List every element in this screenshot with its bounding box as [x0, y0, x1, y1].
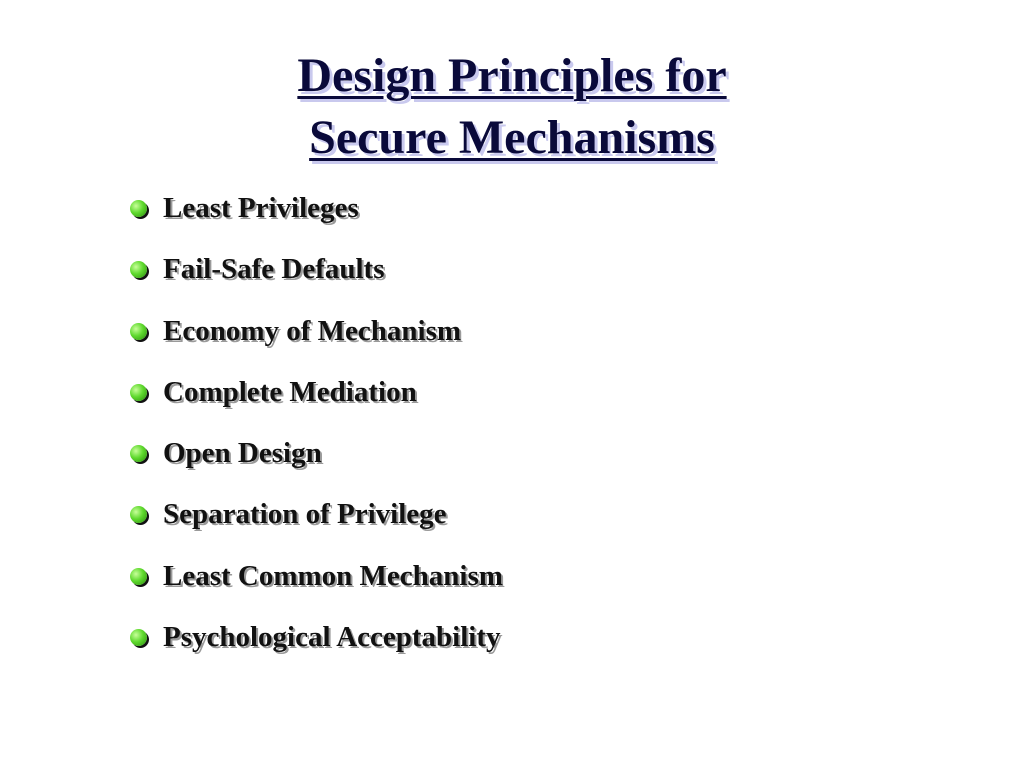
- bullet-icon: [130, 568, 147, 585]
- title-line-2: Secure Mechanisms: [309, 111, 715, 164]
- bullet-icon: [130, 629, 147, 646]
- bullet-list: [130, 184, 503, 674]
- bullet-item: [130, 184, 503, 245]
- bullet-item: [130, 490, 503, 551]
- bullet-icon: [130, 200, 147, 217]
- bullet-item: [130, 245, 503, 306]
- bullet-text: Economy of Mechanism: [163, 314, 462, 347]
- bullet-item: [130, 552, 503, 613]
- bullet-text: Open Design: [163, 437, 322, 470]
- bullet-item: [130, 613, 503, 674]
- bullet-text: Least Common Mechanism: [163, 559, 503, 592]
- bullet-text: Complete Mediation: [163, 375, 417, 408]
- bullet-item: [130, 368, 503, 429]
- bullet-item: [130, 307, 503, 368]
- title-line-1: Design Principles for: [297, 49, 727, 102]
- bullet-icon: [130, 445, 147, 462]
- bullet-icon: [130, 506, 147, 523]
- bullet-icon: [130, 261, 147, 278]
- bullet-icon: [130, 323, 147, 340]
- bullet-text: Separation of Privilege: [163, 498, 447, 531]
- bullet-text: Least Privileges: [163, 192, 359, 224]
- bullet-text: Fail-Safe Defaults: [163, 253, 385, 286]
- bullet-item: [130, 429, 503, 490]
- slide-title: [0, 45, 1024, 169]
- bullet-text: Psychological Acceptability: [163, 621, 501, 654]
- bullet-icon: [130, 384, 147, 401]
